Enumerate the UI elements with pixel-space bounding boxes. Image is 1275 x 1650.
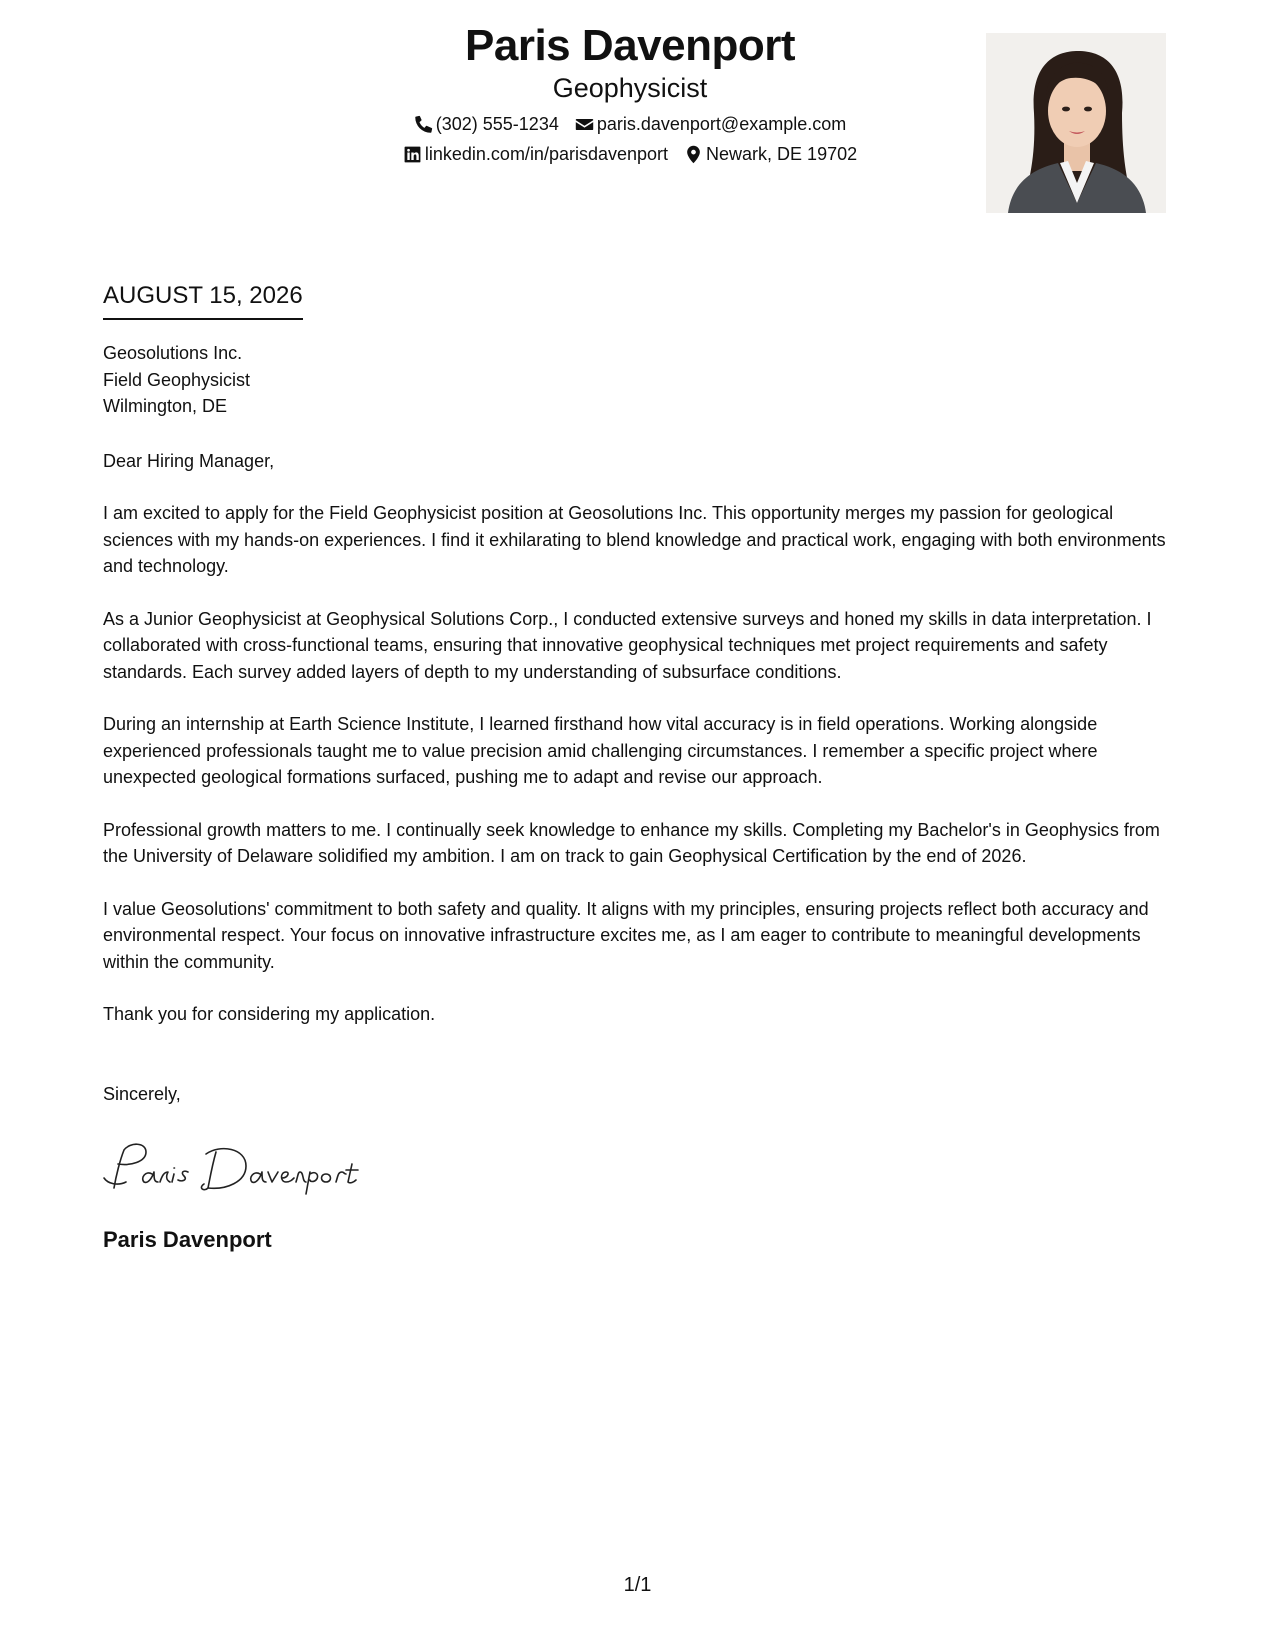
location-text: Newark, DE 19702 xyxy=(706,144,858,164)
portrait-image xyxy=(986,33,1166,213)
linkedin-url[interactable]: linkedin.com/in/parisdavenport xyxy=(424,144,669,164)
linkedin-contact[interactable] xyxy=(403,142,668,166)
applicant-title: Geophysicist xyxy=(552,73,708,103)
letter-body xyxy=(103,340,1173,1107)
page-number: 1/1 xyxy=(623,1574,652,1596)
phone-icon xyxy=(414,115,433,134)
signature-image xyxy=(100,1138,380,1198)
body-paragraph: I am excited to apply for the Field Geophysicist position at Geosolutions Inc. This opportunity merges my passion for geological sciences with my hands-on experiences. I find it exhilarating to blend knowledge and practical work, engaging with both environments and technology. xyxy=(103,503,1166,576)
recipient-location: Wilmington, DE xyxy=(103,396,228,416)
body-paragraph: During an internship at Earth Science Institute, I learned firsthand how vital accuracy is in field operations. Working alongside experienced professionals taught me to value precision amid challenging circumstances. I remember a specific project where unexpected geological formations surfaced, pushing me to adapt and revise our approach. xyxy=(103,714,1098,787)
profile-photo xyxy=(986,33,1166,213)
body-paragraph: Professional growth matters to me. I continually seek knowledge to enhance my skills. Completing my Bachelor's in Geophysics from the University of Delaware solidified my ambition. I am on track to gain Geophysical Certification by the end of 2026. xyxy=(103,819,1160,866)
recipient-block xyxy=(103,340,1173,420)
email-contact[interactable] xyxy=(575,112,846,136)
handwritten-signature xyxy=(100,1138,380,1198)
body-paragraph: Thank you for considering my application. xyxy=(103,1004,436,1024)
signer-name: Paris Davenport xyxy=(103,1227,272,1252)
body-paragraph: I value Geosolutions' commitment to both safety and quality. It aligns with my principles, ensuring projects reflect both accuracy and environmental respect. Your focus on innovative infrastructure excites me, as I am eager to contribute to meaningful developments within the community. xyxy=(103,898,1149,972)
phone-contact xyxy=(414,112,559,136)
recipient-position: Field Geophysicist xyxy=(103,369,251,390)
location-contact xyxy=(684,142,857,166)
closing: Sincerely, xyxy=(103,1083,181,1104)
linkedin-icon xyxy=(403,145,422,164)
letter-date: AUGUST 15, 2026 xyxy=(103,280,303,320)
email-address[interactable]: paris.davenport@example.com xyxy=(596,114,847,134)
body-paragraph: As a Junior Geophysicist at Geophysical Solutions Corp., I conducted extensive surveys and honed my skills in data interpretation. I collaborated with cross-functional teams, ensuring that innovative geophysical techniques met project requirements and safety standards. Each survey added layers of depth to my understanding of subsurface conditions. xyxy=(103,608,1152,682)
phone-number: (302) 555-1234 xyxy=(435,114,559,134)
applicant-name: Paris Davenport xyxy=(465,21,795,70)
recipient-company: Geosolutions Inc. xyxy=(103,343,243,363)
map-pin-icon xyxy=(684,145,703,164)
envelope-icon xyxy=(575,115,594,134)
greeting: Dear Hiring Manager, xyxy=(103,450,275,471)
